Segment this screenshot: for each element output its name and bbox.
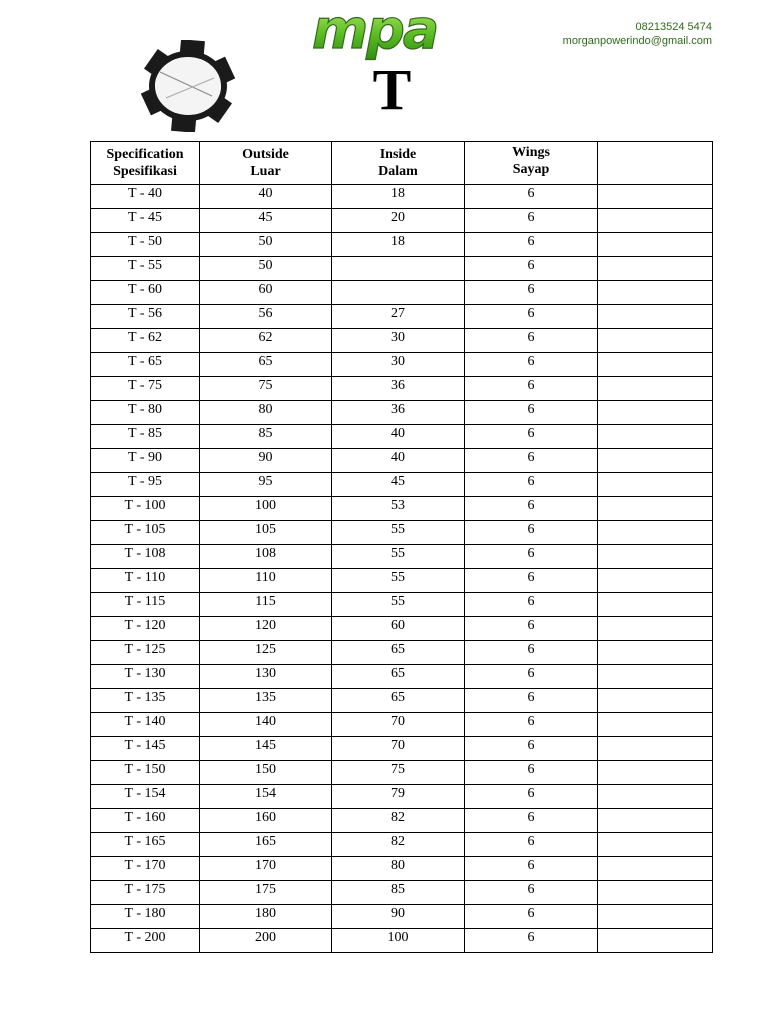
cell-inside — [332, 281, 465, 305]
cell-wings: 6 — [465, 881, 598, 905]
cell-outside: 85 — [200, 425, 332, 449]
spec-table — [90, 141, 713, 953]
cell-outside: 140 — [200, 713, 332, 737]
table-row — [91, 641, 713, 665]
cell-wings: 6 — [465, 209, 598, 233]
cell-inside: 82 — [332, 809, 465, 833]
header-specification: Specification Spesifikasi — [91, 142, 200, 185]
cell-extra — [598, 785, 713, 809]
cell-spec: T - 170 — [91, 857, 200, 881]
page-title: T — [372, 57, 412, 122]
cell-outside: 65 — [200, 353, 332, 377]
cell-inside: 75 — [332, 761, 465, 785]
cell-spec: T - 45 — [91, 209, 200, 233]
header-outside: Outside Luar — [200, 142, 332, 185]
cell-wings: 6 — [465, 641, 598, 665]
table-row — [91, 881, 713, 905]
cell-spec: T - 180 — [91, 905, 200, 929]
cell-extra — [598, 641, 713, 665]
cell-inside: 18 — [332, 233, 465, 257]
cell-inside: 90 — [332, 905, 465, 929]
cell-inside: 55 — [332, 545, 465, 569]
cell-extra — [598, 449, 713, 473]
cell-outside: 60 — [200, 281, 332, 305]
cell-spec: T - 62 — [91, 329, 200, 353]
cell-inside: 85 — [332, 881, 465, 905]
cell-outside: 56 — [200, 305, 332, 329]
cell-outside: 40 — [200, 185, 332, 209]
cell-extra — [598, 857, 713, 881]
cell-extra — [598, 905, 713, 929]
cell-inside: 18 — [332, 185, 465, 209]
cell-inside: 36 — [332, 401, 465, 425]
cell-extra — [598, 353, 713, 377]
cell-inside: 79 — [332, 785, 465, 809]
header-wings: Wings Sayap — [465, 142, 598, 185]
table-row — [91, 521, 713, 545]
cell-inside: 45 — [332, 473, 465, 497]
cell-outside: 200 — [200, 929, 332, 953]
table-row — [91, 809, 713, 833]
cell-spec: T - 175 — [91, 881, 200, 905]
table-row — [91, 353, 713, 377]
table-row — [91, 617, 713, 641]
cell-wings: 6 — [465, 617, 598, 641]
cell-outside: 80 — [200, 401, 332, 425]
table-row — [91, 665, 713, 689]
table-header-row — [91, 142, 713, 185]
cell-outside: 75 — [200, 377, 332, 401]
table-row — [91, 833, 713, 857]
cell-outside: 165 — [200, 833, 332, 857]
cell-wings: 6 — [465, 833, 598, 857]
cell-spec: T - 165 — [91, 833, 200, 857]
cell-extra — [598, 521, 713, 545]
cell-spec: T - 150 — [91, 761, 200, 785]
cell-wings: 6 — [465, 401, 598, 425]
cell-outside: 160 — [200, 809, 332, 833]
cell-outside: 170 — [200, 857, 332, 881]
cell-spec: T - 135 — [91, 689, 200, 713]
cell-outside: 100 — [200, 497, 332, 521]
table-row — [91, 209, 713, 233]
contact-phone: 08213524 5474 — [635, 21, 712, 33]
cell-spec: T - 145 — [91, 737, 200, 761]
cell-extra — [598, 545, 713, 569]
cell-inside — [332, 257, 465, 281]
cell-wings: 6 — [465, 857, 598, 881]
table-row — [91, 233, 713, 257]
cell-wings: 6 — [465, 569, 598, 593]
cell-extra — [598, 809, 713, 833]
cell-spec: T - 40 — [91, 185, 200, 209]
cell-extra — [598, 617, 713, 641]
cell-extra — [598, 737, 713, 761]
cell-spec: T - 50 — [91, 233, 200, 257]
cell-spec: T - 60 — [91, 281, 200, 305]
cell-spec: T - 200 — [91, 929, 200, 953]
cell-wings: 6 — [465, 929, 598, 953]
table-row — [91, 905, 713, 929]
table-row — [91, 929, 713, 953]
cell-extra — [598, 425, 713, 449]
cell-inside: 40 — [332, 425, 465, 449]
cell-wings: 6 — [465, 905, 598, 929]
cell-wings: 6 — [465, 521, 598, 545]
cell-outside: 180 — [200, 905, 332, 929]
table-row — [91, 737, 713, 761]
table-row — [91, 449, 713, 473]
table-row — [91, 473, 713, 497]
cell-wings: 6 — [465, 185, 598, 209]
cell-extra — [598, 593, 713, 617]
cell-spec: T - 105 — [91, 521, 200, 545]
cell-extra — [598, 233, 713, 257]
table-row — [91, 857, 713, 881]
cell-spec: T - 108 — [91, 545, 200, 569]
cell-wings: 6 — [465, 689, 598, 713]
cell-extra — [598, 833, 713, 857]
table-row — [91, 497, 713, 521]
cell-outside: 115 — [200, 593, 332, 617]
cell-wings: 6 — [465, 737, 598, 761]
cell-outside: 108 — [200, 545, 332, 569]
cell-wings: 6 — [465, 545, 598, 569]
cell-extra — [598, 185, 713, 209]
cell-outside: 130 — [200, 665, 332, 689]
cell-inside: 100 — [332, 929, 465, 953]
cell-extra — [598, 713, 713, 737]
cell-outside: 135 — [200, 689, 332, 713]
cell-spec: T - 56 — [91, 305, 200, 329]
cell-inside: 65 — [332, 641, 465, 665]
cell-extra — [598, 929, 713, 953]
table-row — [91, 545, 713, 569]
cell-outside: 95 — [200, 473, 332, 497]
cell-wings: 6 — [465, 785, 598, 809]
cell-outside: 62 — [200, 329, 332, 353]
cell-extra — [598, 377, 713, 401]
cell-outside: 175 — [200, 881, 332, 905]
cell-extra — [598, 689, 713, 713]
table-row — [91, 257, 713, 281]
cell-spec: T - 85 — [91, 425, 200, 449]
cell-extra — [598, 761, 713, 785]
cell-inside: 55 — [332, 569, 465, 593]
cell-inside: 70 — [332, 713, 465, 737]
cell-inside: 80 — [332, 857, 465, 881]
cell-extra — [598, 401, 713, 425]
table-row — [91, 593, 713, 617]
cell-spec: T - 110 — [91, 569, 200, 593]
cell-wings: 6 — [465, 497, 598, 521]
header-inside: Inside Dalam — [332, 142, 465, 185]
cell-extra — [598, 497, 713, 521]
cell-outside: 90 — [200, 449, 332, 473]
table-row — [91, 377, 713, 401]
cell-outside: 150 — [200, 761, 332, 785]
cell-inside: 55 — [332, 593, 465, 617]
cell-wings: 6 — [465, 377, 598, 401]
cell-wings: 6 — [465, 761, 598, 785]
cell-spec: T - 115 — [91, 593, 200, 617]
contact-email: morganpowerindo@gmail.com — [562, 35, 712, 47]
cell-extra — [598, 209, 713, 233]
cell-outside: 120 — [200, 617, 332, 641]
cell-spec: T - 125 — [91, 641, 200, 665]
cell-outside: 105 — [200, 521, 332, 545]
cell-outside: 50 — [200, 233, 332, 257]
cell-extra — [598, 329, 713, 353]
header-blank — [598, 142, 713, 185]
cell-extra — [598, 569, 713, 593]
table-row — [91, 329, 713, 353]
cell-inside: 30 — [332, 353, 465, 377]
cell-inside: 65 — [332, 665, 465, 689]
cell-wings: 6 — [465, 713, 598, 737]
cell-outside: 45 — [200, 209, 332, 233]
cell-outside: 125 — [200, 641, 332, 665]
logo-text: mpa — [312, 2, 438, 61]
cell-spec: T - 90 — [91, 449, 200, 473]
contact-block — [563, 20, 712, 48]
cell-extra — [598, 257, 713, 281]
cell-outside: 110 — [200, 569, 332, 593]
cell-spec: T - 120 — [91, 617, 200, 641]
cell-spec: T - 80 — [91, 401, 200, 425]
cell-inside: 20 — [332, 209, 465, 233]
cell-wings: 6 — [465, 233, 598, 257]
cell-spec: T - 100 — [91, 497, 200, 521]
cell-inside: 40 — [332, 449, 465, 473]
cell-spec: T - 130 — [91, 665, 200, 689]
cell-inside: 27 — [332, 305, 465, 329]
cell-wings: 6 — [465, 665, 598, 689]
cell-inside: 53 — [332, 497, 465, 521]
cell-inside: 70 — [332, 737, 465, 761]
cell-inside: 82 — [332, 833, 465, 857]
cell-inside: 30 — [332, 329, 465, 353]
cell-outside: 145 — [200, 737, 332, 761]
cell-spec: T - 160 — [91, 809, 200, 833]
cell-wings: 6 — [465, 257, 598, 281]
cell-wings: 6 — [465, 449, 598, 473]
coupling-spider-image — [128, 40, 246, 132]
cell-spec: T - 75 — [91, 377, 200, 401]
cell-wings: 6 — [465, 281, 598, 305]
cell-spec: T - 140 — [91, 713, 200, 737]
cell-extra — [598, 281, 713, 305]
cell-extra — [598, 881, 713, 905]
table-row — [91, 713, 713, 737]
table-row — [91, 689, 713, 713]
table-row — [91, 569, 713, 593]
cell-outside: 50 — [200, 257, 332, 281]
cell-wings: 6 — [465, 593, 598, 617]
table-row — [91, 185, 713, 209]
table-row — [91, 425, 713, 449]
cell-inside: 36 — [332, 377, 465, 401]
cell-wings: 6 — [465, 809, 598, 833]
cell-wings: 6 — [465, 425, 598, 449]
cell-spec: T - 65 — [91, 353, 200, 377]
table-row — [91, 281, 713, 305]
table-row — [91, 305, 713, 329]
table-row — [91, 785, 713, 809]
cell-outside: 154 — [200, 785, 332, 809]
cell-inside: 60 — [332, 617, 465, 641]
cell-spec: T - 55 — [91, 257, 200, 281]
cell-extra — [598, 305, 713, 329]
cell-spec: T - 95 — [91, 473, 200, 497]
cell-extra — [598, 665, 713, 689]
cell-wings: 6 — [465, 305, 598, 329]
cell-wings: 6 — [465, 353, 598, 377]
cell-inside: 65 — [332, 689, 465, 713]
cell-inside: 55 — [332, 521, 465, 545]
cell-extra — [598, 473, 713, 497]
cell-wings: 6 — [465, 473, 598, 497]
cell-spec: T - 154 — [91, 785, 200, 809]
cell-wings: 6 — [465, 329, 598, 353]
table-row — [91, 401, 713, 425]
brand-logo — [306, 2, 466, 62]
table-row — [91, 761, 713, 785]
